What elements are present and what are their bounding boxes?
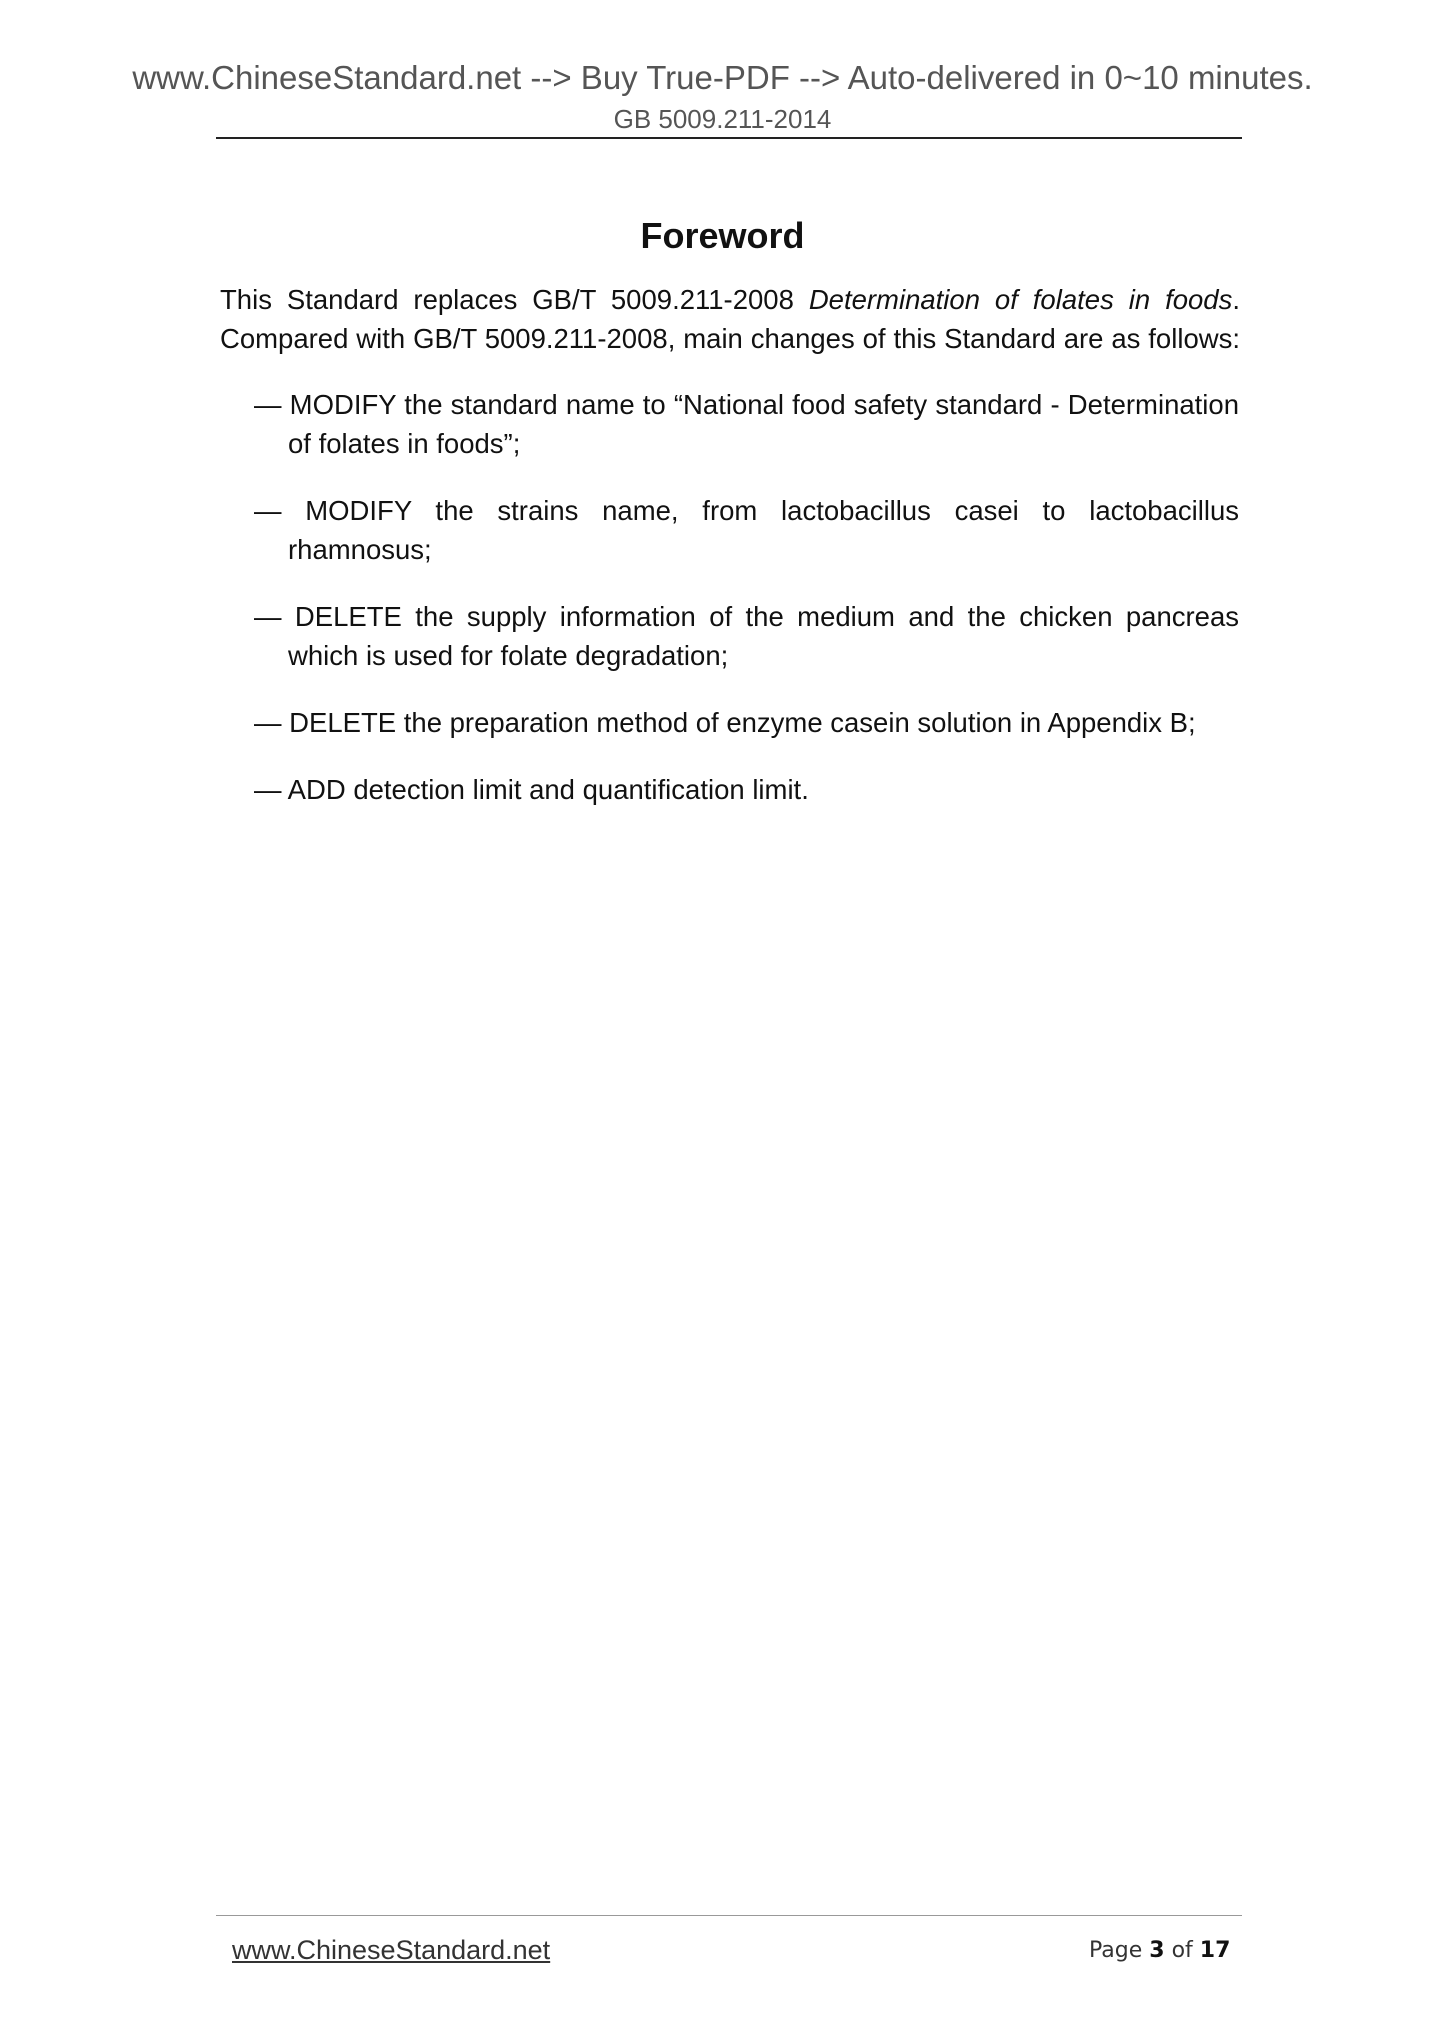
list-item <box>254 385 1239 463</box>
page-banner: www.ChineseStandard.net --> Buy True-PDF --> Auto-delivered in 0~10 minutes. <box>132 59 1313 96</box>
change-text: DELETE the preparation method of enzyme casein solution in Appendix B; <box>289 707 1196 738</box>
change-text: MODIFY the standard name to “National food safety standard - Determination of folates in foods”; <box>288 389 1240 459</box>
replaced-standard-title: Determination of folates in foods <box>808 284 1233 315</box>
intro-line-1 <box>220 280 1240 319</box>
page-number <box>1089 1935 1231 1967</box>
em-dash: — <box>254 774 282 805</box>
change-text: DELETE the supply information of the medium and the chicken pancreas which is used for folate degradation; <box>288 601 1240 671</box>
em-dash: — <box>254 495 282 526</box>
list-item <box>254 597 1239 675</box>
list-item <box>254 491 1239 569</box>
footer-site-link[interactable]: www.ChineseStandard.net <box>232 1935 551 1965</box>
em-dash: — <box>254 707 282 738</box>
intro-paragraph <box>220 280 1240 358</box>
standard-code: GB 5009.211-2014 <box>613 104 832 134</box>
list-item <box>254 770 1239 809</box>
page-title: Foreword <box>640 215 805 257</box>
em-dash: — <box>254 601 282 632</box>
page-total: 17 <box>1199 1938 1231 1963</box>
page-current: 3 <box>1149 1938 1165 1963</box>
em-dash: — <box>254 389 282 420</box>
change-text: ADD detection limit and quantification limit. <box>287 774 809 805</box>
footer-divider <box>216 1915 1242 1916</box>
page-word: Page <box>1089 1938 1143 1963</box>
intro-prefix: This Standard replaces GB/T 5009.211-2008 <box>220 284 809 315</box>
header-divider <box>216 137 1242 139</box>
page-of-word: of <box>1171 1938 1193 1963</box>
intro-line-2: Compared with GB/T 5009.211-2008, main changes of this Standard are as follows: <box>220 323 1240 354</box>
list-item <box>254 703 1239 742</box>
changes-list <box>254 385 1239 837</box>
change-text: MODIFY the strains name, from lactobacillus casei to lactobacillus rhamnosus; <box>288 495 1240 565</box>
intro-suffix: . <box>1232 284 1240 315</box>
